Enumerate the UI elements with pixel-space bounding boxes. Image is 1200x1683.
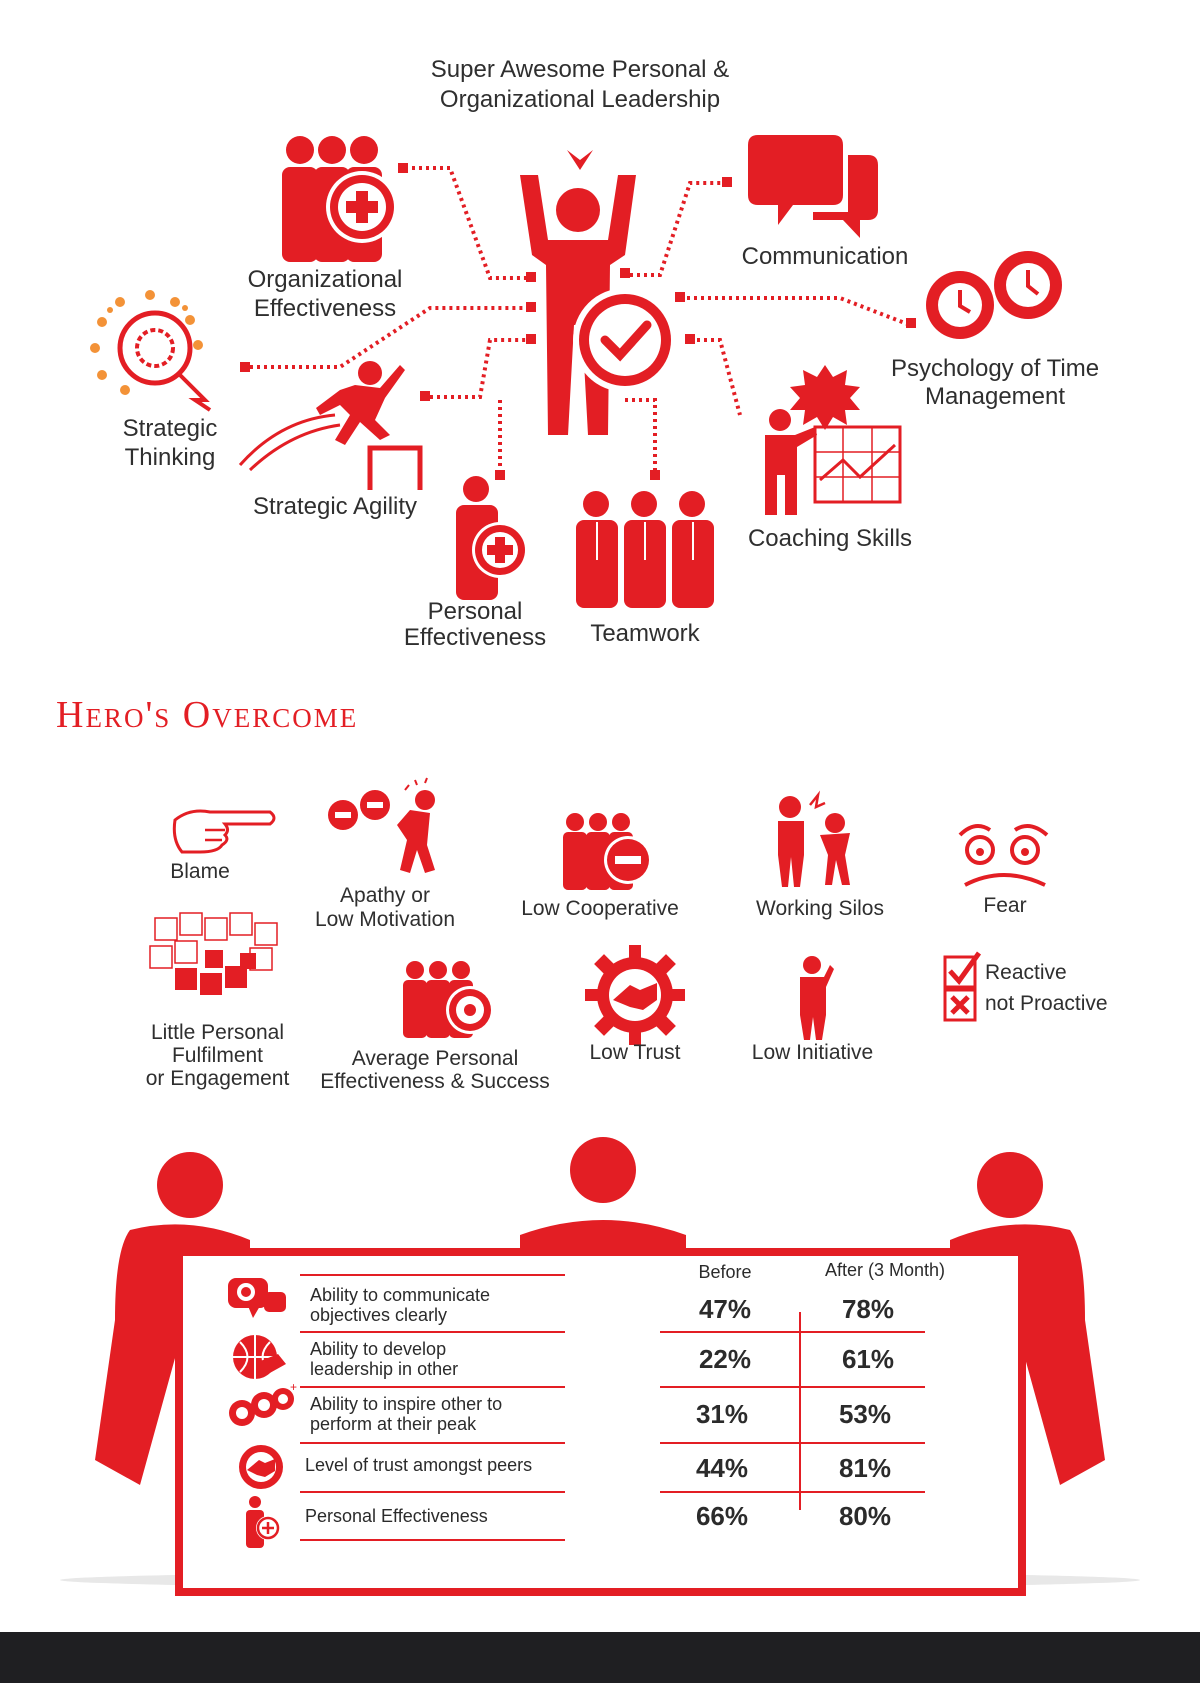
gears-people-icon [228,1380,298,1435]
low-trust-gear-icon [585,945,685,1045]
skill-organizational-effectiveness-1: Organizational [247,266,403,293]
low-initiative-icon [790,955,840,1040]
skill-teamwork: Teamwork [590,620,700,647]
row-1-label-1: Ability to communicate [310,1285,491,1305]
item-fulfilment-1: Little Personal [150,1021,285,1044]
row-5-label-1: Personal Effectiveness [305,1506,488,1526]
row-2-before: 22% [698,1344,752,1374]
item-fear: Fear [983,894,1027,917]
row-2-label-1: Ability to develop [310,1339,447,1359]
item-fulfilment-2: Fulfilment [171,1044,264,1067]
item-reactive: Reactive [985,961,1067,984]
puzzle-pieces-icon [145,908,285,1008]
heroes-title: Hero's Overcome [56,694,359,736]
item-low-cooperative: Low Cooperative [521,897,679,920]
row-3-after: 53% [838,1399,892,1429]
skill-strategic-thinking-2: Thinking [124,444,216,471]
speech-target-icon [228,1278,288,1323]
row-4-label-1: Level of trust amongst peers [305,1455,533,1475]
item-average-effectiveness-1: Average Personal [351,1047,519,1070]
person-plus-icon [243,1495,288,1550]
item-blame: Blame [170,860,230,883]
skill-coaching: Coaching Skills [747,525,913,552]
column-after: After (3 Month) [824,1260,946,1280]
central-hero-icon [510,145,710,445]
time-management-icon [920,250,1070,350]
row-5-after: 80% [838,1501,892,1531]
item-low-initiative: Low Initiative [751,1041,874,1064]
main-title-line-1: Super Awesome Personal & [430,56,730,83]
average-effectiveness-icon [400,960,500,1040]
row-4-after: 81% [838,1453,892,1483]
strategic-thinking-icon [90,290,230,420]
skill-personal-effectiveness-1: Personal [427,598,523,625]
skill-organizational-effectiveness-2: Effectiveness [253,295,397,322]
row-1-after: 78% [841,1294,895,1324]
footer-bar [0,1632,1200,1683]
skill-communication: Communication [741,243,909,270]
column-before: Before [698,1262,752,1282]
item-low-trust: Low Trust [589,1041,681,1064]
coaching-skills-icon [755,365,905,515]
low-cooperative-icon [560,812,660,892]
row-3-before: 31% [695,1399,749,1429]
organizational-effectiveness-icon [270,135,420,265]
item-fulfilment-3: or Engagement [145,1067,290,1090]
checkbox-cross-icon [943,988,983,1024]
row-4-before: 44% [695,1453,749,1483]
pointing-hand-icon [170,800,280,855]
item-working-silos: Working Silos [756,897,884,920]
item-average-effectiveness-2: Effectiveness & Success [320,1070,550,1093]
item-apathy-1: Apathy or [340,884,430,907]
row-1-label-2: objectives clearly [310,1305,448,1325]
item-apathy-2: Low Motivation [314,908,456,931]
row-1-before: 47% [698,1294,752,1324]
apathy-icon [325,785,445,875]
board-grid-lines [0,1270,1200,1570]
skill-personal-effectiveness-2: Effectiveness [403,624,547,651]
skill-time-management-1: Psychology of Time [890,355,1100,382]
globe-handshake-icon [228,1332,288,1382]
checkbox-check-icon [943,953,983,989]
main-title-line-2: Organizational Leadership [439,86,721,113]
row-5-before: 66% [695,1501,749,1531]
skill-time-management-2: Management [924,383,1066,410]
fear-face-icon [955,820,1055,890]
personal-effectiveness-icon [448,475,538,605]
row-2-after: 61% [841,1344,895,1374]
skill-strategic-thinking-1: Strategic [122,415,218,442]
row-3-label-1: Ability to inspire other to [310,1394,503,1414]
row-3-label-2: perform at their peak [310,1414,477,1434]
item-not-proactive: not Proactive [985,992,1108,1015]
teamwork-icon [576,490,716,610]
communication-icon [748,130,888,240]
strategic-agility-icon [240,360,430,490]
skill-strategic-agility: Strategic Agility [252,493,418,520]
trust-handshake-icon [237,1443,287,1493]
working-silos-icon [770,795,870,890]
row-2-label-2: leadership in other [310,1359,459,1379]
svg-text:+: + [290,1380,298,1394]
